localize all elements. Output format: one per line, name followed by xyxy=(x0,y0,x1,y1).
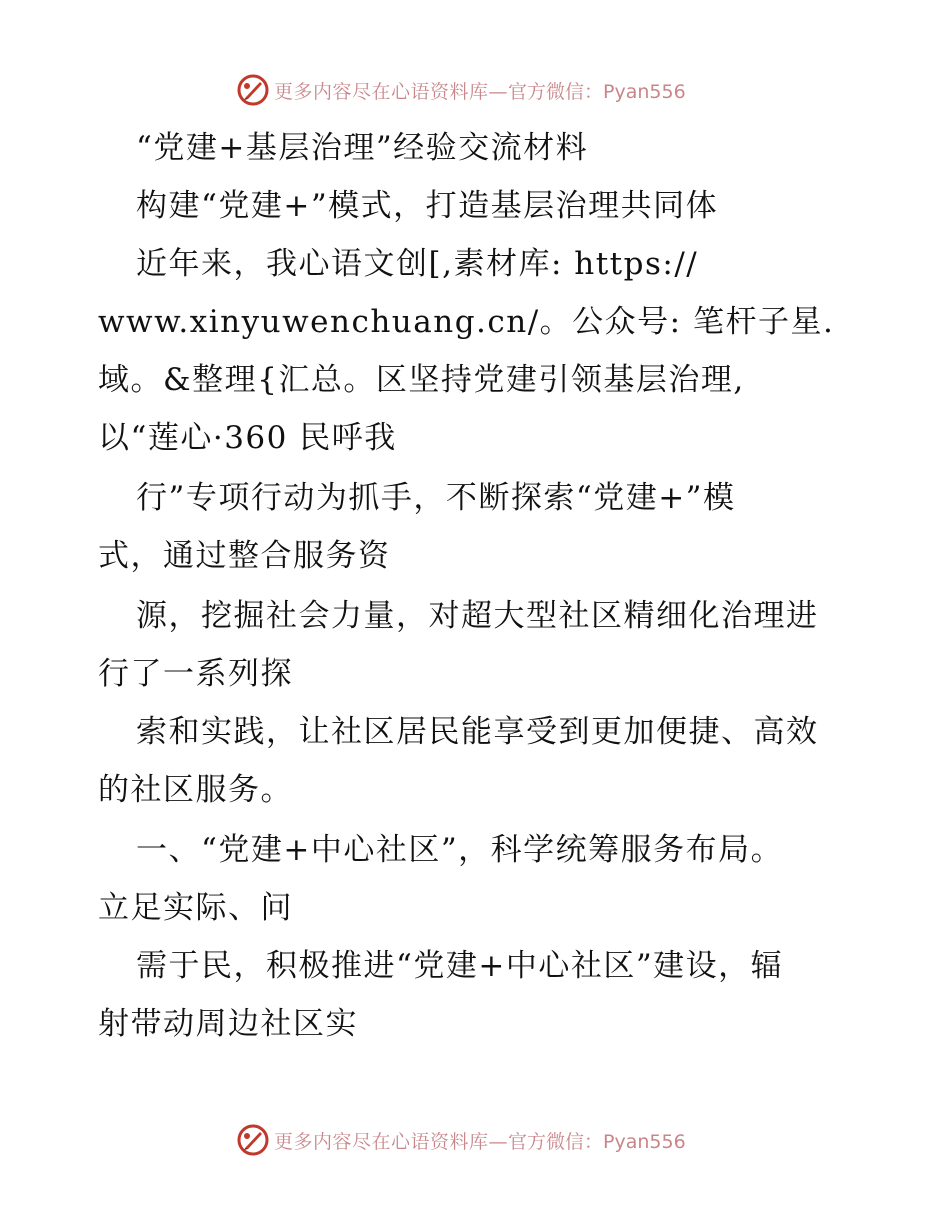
paragraph-line: 式，通过整合服务资 xyxy=(98,538,391,574)
footer-banner xyxy=(236,1122,686,1158)
document-subtitle: 构建“党建+”模式，打造基层治理共同体 xyxy=(136,188,719,224)
banner-wechat: 官方微信：Pyan556 xyxy=(508,1130,686,1153)
banner-wechat: 官方微信：Pyan556 xyxy=(508,80,686,103)
paragraph-line: 的社区服务。 xyxy=(98,772,293,808)
paragraph-line: 行了一系列探 xyxy=(98,656,293,692)
quill-logo-icon xyxy=(236,73,270,107)
quill-logo-icon xyxy=(236,1123,270,1157)
paragraph-line: 射带动周边社区实 xyxy=(98,1006,358,1042)
paragraph-line: 索和实践，让社区居民能享受到更加便捷、高效 xyxy=(136,714,819,750)
paragraph-line: 源，挖掘社会力量，对超大型社区精细化治理进 xyxy=(136,598,819,634)
paragraph-line: 行”专项行动为抓手，不断探索“党建+”模 xyxy=(136,480,736,516)
document-title: “党建+基层治理”经验交流材料 xyxy=(136,130,589,166)
paragraph-line: 域。&整理{汇总。区坚持党建引领基层治理, xyxy=(98,362,745,398)
banner-slogan: 更多内容尽在心语资料库— xyxy=(274,80,509,103)
paragraph-line: www.xinyuwenchuang.cn/。公众号: 笔杆子星. xyxy=(98,304,835,340)
paragraph-line: 以“莲心·360 民呼我 xyxy=(98,420,397,456)
paragraph-line: 需于民，积极推进“党建+中心社区”建设，辐 xyxy=(136,948,784,984)
banner-slogan: 更多内容尽在心语资料库— xyxy=(274,1130,509,1153)
header-banner xyxy=(236,72,686,108)
paragraph-line: 立足实际、问 xyxy=(98,890,293,926)
section-heading: 一、“党建+中心社区”，科学统筹服务布局。 xyxy=(136,832,784,868)
paragraph-line: 近年来，我心语文创[,素材库: https:// xyxy=(136,246,699,282)
